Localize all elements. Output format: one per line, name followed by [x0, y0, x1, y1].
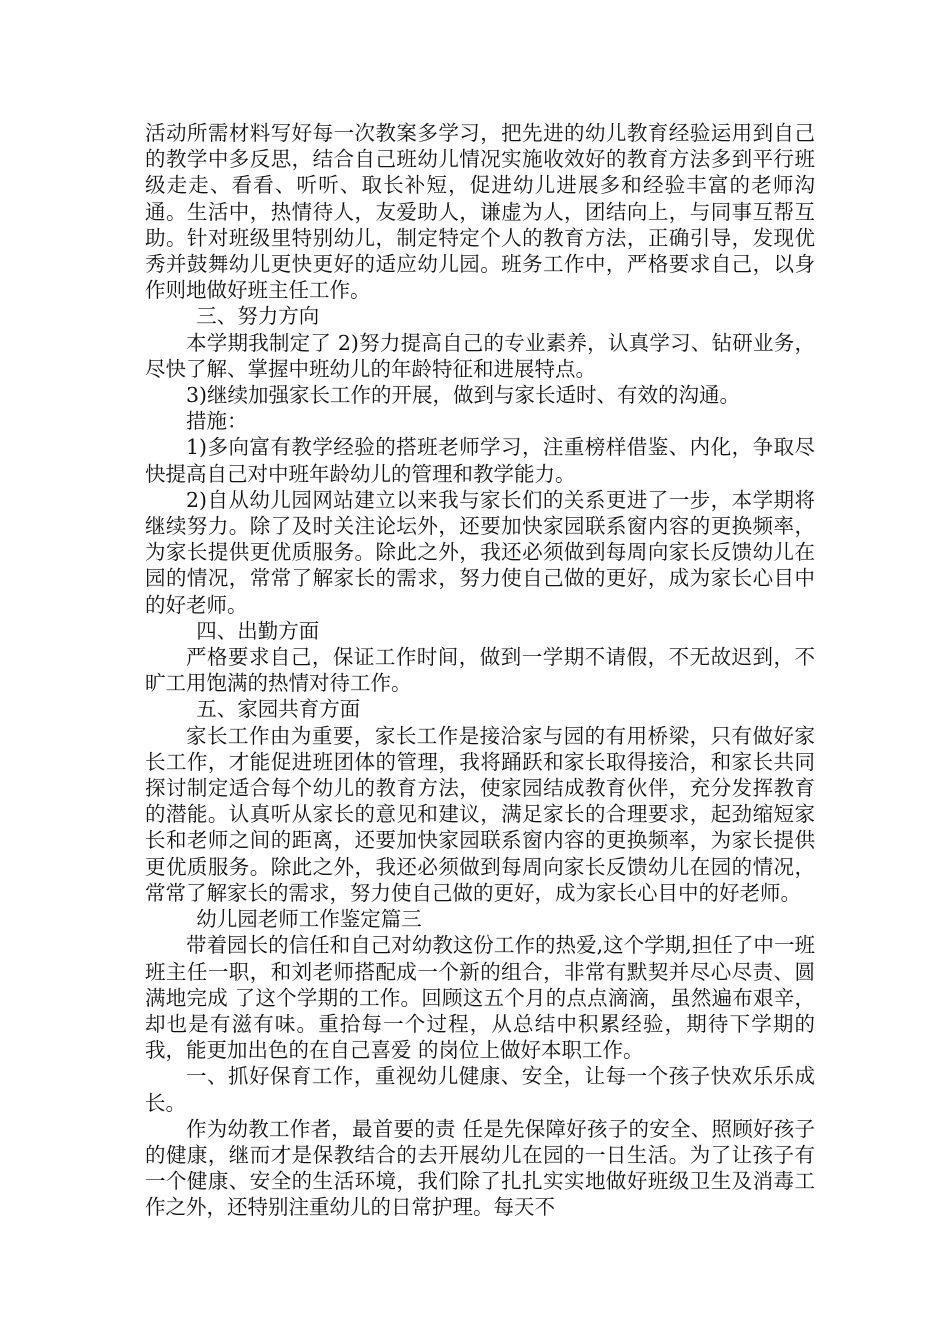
body-paragraph: 本学期我制定了 2)努力提高自己的专业素养，认真学习、钻研业务，尽快了解、掌握中班幼儿的年龄特征和进展特点。	[145, 330, 815, 381]
body-paragraph: 措施：	[186, 409, 248, 434]
section-heading: 四、出勤方面	[196, 618, 320, 643]
body-paragraph: 一、抓好保育工作，重视幼儿健康、安全，让每一个孩子快欢乐乐成长。	[145, 1064, 815, 1115]
body-paragraph: 3)继续加强家长工作的开展，做到与家长适时、有效的沟通。	[186, 383, 741, 408]
body-paragraph: 1)多向富有教学经验的搭班老师学习，注重榜样借鉴、内化，争取尽快提高自己对中班年龄幼儿的管理和教学能力。	[145, 435, 815, 486]
body-paragraph: 活动所需材料写好每一次教案多学习，把先进的幼儿教育经验运用到自己的教学中多反思，结合自己班幼儿情况实施收效好的教育方法多到平行班级走走、看看、听听、取长补短，促进幼儿进展多和经验丰富的老师沟通。生活中，热情待人，友爱助人，谦虚为人，团结向上，与同事互帮互助。针对班级里特别幼儿，制定特定个人的教育方法，正确引导，发现优秀并鼓舞幼儿更快更好的适应幼儿园。班务工作中，严格要求自己，以身作则地做好班主任工作。	[145, 121, 815, 303]
body-paragraph: 家长工作由为重要，家长工作是接洽家与园的有用桥梁，只有做好家长工作，才能促进班团体的管理，我将踊跃和家长取得接洽，和家长共同探讨制定适合每个幼儿的教育方法，使家园结成教育伙伴，充分发挥教育的潜能。认真听从家长的意见和建议，满足家长的合理要求，起劲缩短家长和老师之间的距离，还要加快家园联系窗内容的更换频率，为家长提供更优质服务。除此之外，我还必须做到每周向家长反馈幼儿在园的情况，常常了解家长的需求，努力使自己做的更好，成为家长心目中的好老师。	[145, 723, 815, 905]
section-heading: 三、努力方向	[196, 304, 320, 329]
body-paragraph: 带着园长的信任和自己对幼教这份工作的热爱,这个学期,担任了中一班班主任一职，和刘老师搭配成一个新的组合，非常有默契并尽心尽责、圆满地完成 了这个学期的工作。回顾这五个月的点点滴滴，虽然遍布艰辛，却也是有滋有味。重拾每一个过程，从总结中积累经验，期待下学期的我，能更加出色的在自己喜爱 的岗位上做好本职工作。	[145, 933, 815, 1063]
body-paragraph: 作为幼教工作者，最首要的责 任是先保障好孩子的安全、照顾好孩子的健康，继而才是保教结合的去开展幼儿在园的一日生活。为了让孩子有一个健康、安全的生活环境，我们除了扎扎实实地做好班级卫生及消毒工作之外，还特别注重幼儿的日常护理。每天不	[145, 1116, 815, 1220]
body-paragraph: 2)自从幼儿园网站建立以来我与家长们的关系更进了一步，本学期将继续努力。除了及时关注论坛外，还要加快家园联系窗内容的更换频率，为家长提供更优质服务。除此之外，我还必须做到每周向家长反馈幼儿在园的情况，常常了解家长的需求，努力使自己做的更好，成为家长心目中的好老师。	[145, 487, 815, 617]
section-heading: 五、家园共育方面	[196, 697, 361, 722]
body-paragraph: 严格要求自己，保证工作时间，做到一学期不请假，不无故迟到，不旷工用饱满的热情对待工作。	[145, 645, 815, 696]
document-page	[145, 120, 815, 1221]
section-heading: 幼儿园老师工作鉴定篇三	[196, 907, 422, 932]
